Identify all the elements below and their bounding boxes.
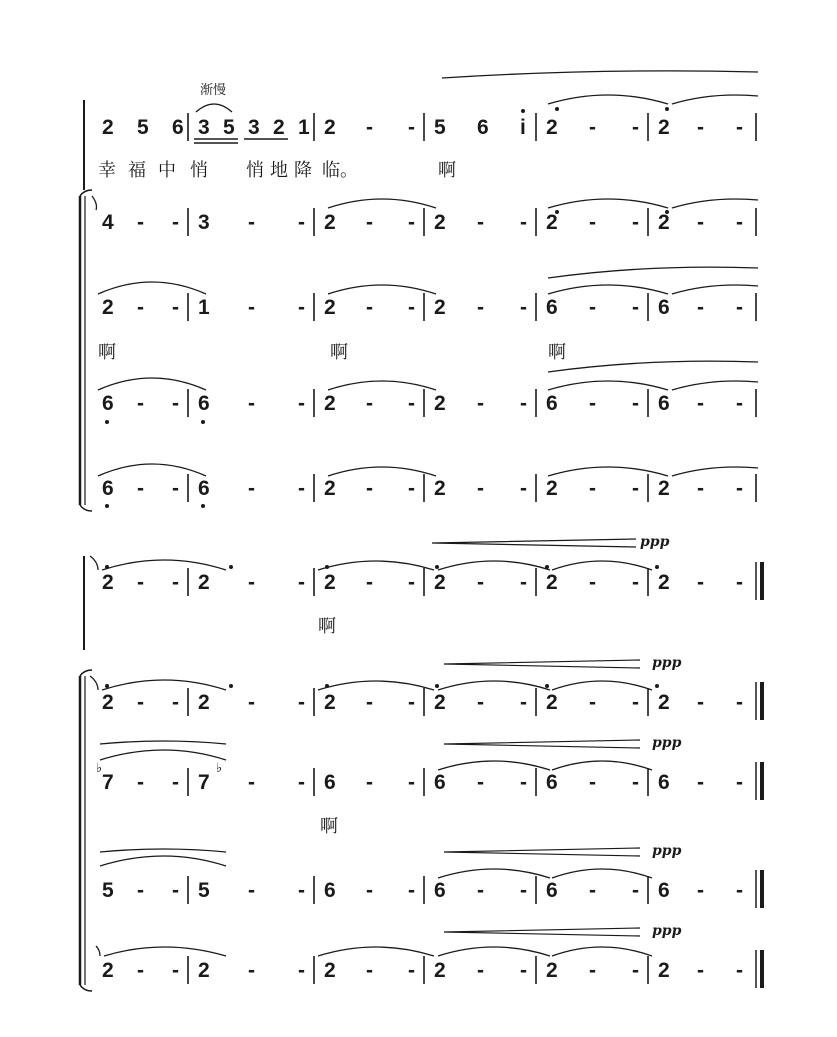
extension-dash: - <box>736 691 743 714</box>
note-digit: 2 <box>198 691 210 714</box>
extension-dash: - <box>632 116 639 139</box>
note-digit: 3 <box>248 116 260 139</box>
extension-dash: - <box>366 477 373 500</box>
extension-dash: - <box>172 571 179 594</box>
extension-dash: - <box>172 477 179 500</box>
note-digit: 2 <box>102 296 114 319</box>
note-digit: 2 <box>434 571 446 594</box>
extension-dash: - <box>248 296 255 319</box>
extension-dash: - <box>172 879 179 902</box>
note-digit: 2 <box>273 116 285 139</box>
extension-dash: - <box>736 879 743 902</box>
lyric-syllable: 啊 <box>320 816 338 837</box>
note-digit: 3 <box>198 211 210 234</box>
extension-dash: - <box>520 477 527 500</box>
extension-dash: - <box>697 879 704 902</box>
extension-dash: - <box>477 211 484 234</box>
note-digit: 2 <box>324 571 336 594</box>
note-digit: 1 <box>198 296 210 319</box>
extension-dash: - <box>736 211 743 234</box>
note-digit: 6 <box>546 392 558 415</box>
extension-dash: - <box>137 392 144 415</box>
extension-dash: - <box>298 959 305 982</box>
note-digit: 2 <box>102 691 114 714</box>
extension-dash: - <box>298 691 305 714</box>
extension-dash: - <box>477 477 484 500</box>
note-digit: 6 <box>324 879 336 902</box>
extension-dash: - <box>366 211 373 234</box>
note-row <box>102 688 743 716</box>
note-row <box>102 208 756 236</box>
dynamic-ppp-1: ppp <box>640 534 670 550</box>
note-digit: 2 <box>324 691 336 714</box>
lyric-syllable: 啊 <box>438 160 456 181</box>
extension-dash: - <box>697 296 704 319</box>
dynamic-ppp-2: ppp <box>652 655 682 671</box>
extension-dash: - <box>366 959 373 982</box>
extension-dash: - <box>477 392 484 415</box>
note-row <box>102 768 743 796</box>
note-digit: 6 <box>658 392 670 415</box>
note-row <box>102 474 756 502</box>
lyric-syllable: 地 <box>270 160 288 181</box>
note-digit: 6 <box>102 477 114 500</box>
note-digit: 6 <box>546 771 558 794</box>
note-digit: 5 <box>223 116 235 139</box>
lyric-syllable: 啊 <box>330 342 348 363</box>
note-digit: 6 <box>172 116 184 139</box>
lyric-syllable: 幸 <box>98 160 116 181</box>
octave-dots <box>105 107 669 688</box>
extension-dash: - <box>589 477 596 500</box>
extension-dash: - <box>408 116 415 139</box>
note-digit: 5 <box>137 116 149 139</box>
extension-dash: - <box>137 771 144 794</box>
extension-dash: - <box>298 771 305 794</box>
flat-sign-2: ♭ <box>216 761 223 776</box>
extension-dash: - <box>248 691 255 714</box>
note-row <box>102 389 756 417</box>
extension-dash: - <box>408 477 415 500</box>
extension-dash: - <box>632 296 639 319</box>
extension-dash: - <box>697 959 704 982</box>
extension-dash: - <box>736 571 743 594</box>
extension-dash: - <box>697 771 704 794</box>
final-barlines <box>756 562 762 988</box>
extension-dash: - <box>408 211 415 234</box>
extension-dash: - <box>477 879 484 902</box>
extension-dash: - <box>172 959 179 982</box>
note-digit: 6 <box>658 296 670 319</box>
note-row <box>102 876 743 904</box>
extension-dash: - <box>137 691 144 714</box>
lyric-syllable: 啊 <box>98 342 116 363</box>
note-digit: 2 <box>102 116 114 139</box>
extension-dash: - <box>632 571 639 594</box>
extension-dash: - <box>697 571 704 594</box>
extension-dash: - <box>632 879 639 902</box>
lyric-syllable: 降 <box>294 160 312 181</box>
extension-dash: - <box>366 571 373 594</box>
extension-dash: - <box>589 211 596 234</box>
lyric-syllable: 福 <box>128 160 146 181</box>
extension-dash: - <box>736 477 743 500</box>
extension-dash: - <box>632 691 639 714</box>
note-digit: 2 <box>658 116 670 139</box>
extension-dash: - <box>589 691 596 714</box>
note-digit: 2 <box>324 477 336 500</box>
extension-dash: - <box>736 771 743 794</box>
lyric-syllable: 悄 <box>246 160 264 181</box>
extension-dash: - <box>172 771 179 794</box>
system-2-brackets <box>80 556 92 991</box>
extension-dash: - <box>137 296 144 319</box>
note-digit: 7 <box>198 771 210 794</box>
extension-dash: - <box>408 771 415 794</box>
extension-dash: - <box>298 571 305 594</box>
note-digit: 5 <box>434 116 446 139</box>
note-digit: 6 <box>658 771 670 794</box>
note-digit: 2 <box>434 296 446 319</box>
extension-dash: - <box>520 392 527 415</box>
extension-dash: - <box>697 116 704 139</box>
extension-dash: - <box>477 691 484 714</box>
extension-dash: - <box>248 392 255 415</box>
note-digit: 2 <box>434 477 446 500</box>
note-digit: 6 <box>434 879 446 902</box>
extension-dash: - <box>520 691 527 714</box>
note-digit: 2 <box>546 571 558 594</box>
extension-dash: - <box>408 392 415 415</box>
extension-dash: - <box>298 211 305 234</box>
note-digit: 2 <box>658 211 670 234</box>
extension-dash: - <box>298 296 305 319</box>
note-row <box>102 293 756 321</box>
note-digit: 2 <box>198 571 210 594</box>
extension-dash: - <box>408 571 415 594</box>
note-row <box>102 568 743 596</box>
extension-dash: - <box>408 879 415 902</box>
note-digit: 2 <box>434 211 446 234</box>
extension-dash: - <box>172 296 179 319</box>
extension-dash: - <box>697 211 704 234</box>
extension-dash: - <box>137 211 144 234</box>
extension-dash: - <box>589 879 596 902</box>
note-digit: 6 <box>546 879 558 902</box>
note-digit: 2 <box>658 691 670 714</box>
extension-dash: - <box>137 477 144 500</box>
extension-dash: - <box>589 296 596 319</box>
extension-dash: - <box>589 116 596 139</box>
note-digit: 2 <box>102 959 114 982</box>
extension-dash: - <box>248 771 255 794</box>
note-digit: 2 <box>546 691 558 714</box>
note-row <box>102 113 756 141</box>
lyric-syllable: 悄 <box>190 160 208 181</box>
extension-dash: - <box>298 392 305 415</box>
extension-dash: - <box>477 771 484 794</box>
lyric-syllable: 啊 <box>548 342 566 363</box>
note-digit: 2 <box>434 392 446 415</box>
extension-dash: - <box>736 392 743 415</box>
note-digit: i <box>520 116 526 139</box>
beam-lines <box>194 139 288 143</box>
extension-dash: - <box>589 571 596 594</box>
extension-dash: - <box>632 392 639 415</box>
extension-dash: - <box>366 296 373 319</box>
extension-dash: - <box>477 296 484 319</box>
extension-dash: - <box>520 211 527 234</box>
tempo-marking: 渐慢 <box>200 83 227 98</box>
note-digit: 2 <box>434 691 446 714</box>
extension-dash: - <box>248 571 255 594</box>
note-digit: 5 <box>198 879 210 902</box>
note-digit: 5 <box>102 879 114 902</box>
extension-dash: - <box>697 392 704 415</box>
extension-dash: - <box>520 879 527 902</box>
note-digit: 2 <box>546 116 558 139</box>
note-digit: 1 <box>298 116 310 139</box>
extension-dash: - <box>477 571 484 594</box>
extension-dash: - <box>632 477 639 500</box>
extension-dash: - <box>298 879 305 902</box>
note-digit: 2 <box>434 959 446 982</box>
lyric-syllable: 中 <box>158 160 176 181</box>
extension-dash: - <box>520 571 527 594</box>
extension-dash: - <box>520 959 527 982</box>
extension-dash: - <box>736 116 743 139</box>
note-digit: 6 <box>434 771 446 794</box>
note-digit: 2 <box>324 116 336 139</box>
note-digit: 2 <box>324 392 336 415</box>
note-digit: 6 <box>546 296 558 319</box>
extension-dash: - <box>408 691 415 714</box>
extension-dash: - <box>248 959 255 982</box>
extension-dash: - <box>589 959 596 982</box>
extension-dash: - <box>366 691 373 714</box>
extension-dash: - <box>589 392 596 415</box>
note-digit: 2 <box>324 959 336 982</box>
extension-dash: - <box>248 879 255 902</box>
note-row <box>102 956 743 984</box>
extension-dash: - <box>248 211 255 234</box>
note-digit: 4 <box>102 211 114 234</box>
system-1-brackets <box>80 100 92 511</box>
extension-dash: - <box>736 959 743 982</box>
note-digit: 2 <box>546 959 558 982</box>
note-digit: 2 <box>546 477 558 500</box>
extension-dash: - <box>697 691 704 714</box>
extension-dash: - <box>520 771 527 794</box>
extension-dash: - <box>172 691 179 714</box>
extension-dash: - <box>366 879 373 902</box>
extension-dash: - <box>632 771 639 794</box>
extension-dash: - <box>248 477 255 500</box>
extension-dash: - <box>632 211 639 234</box>
extension-dash: - <box>137 571 144 594</box>
note-digit: 2 <box>658 477 670 500</box>
extension-dash: - <box>477 959 484 982</box>
note-digit: 2 <box>658 959 670 982</box>
extension-dash: - <box>172 211 179 234</box>
note-digit: 6 <box>477 116 489 139</box>
extension-dash: - <box>408 296 415 319</box>
dynamic-ppp-5: ppp <box>652 923 682 939</box>
dynamic-ppp-3: ppp <box>652 735 682 751</box>
note-digit: 7 <box>102 771 114 794</box>
note-digit: 2 <box>324 211 336 234</box>
extension-dash: - <box>298 477 305 500</box>
note-digit: 2 <box>546 211 558 234</box>
extension-dash: - <box>137 879 144 902</box>
extension-dash: - <box>366 116 373 139</box>
note-digit: 6 <box>658 879 670 902</box>
extension-dash: - <box>137 959 144 982</box>
extension-dash: - <box>589 771 596 794</box>
note-digit: 3 <box>198 116 210 139</box>
note-digit: 6 <box>324 771 336 794</box>
note-digit: 6 <box>198 392 210 415</box>
extension-dash: - <box>632 959 639 982</box>
flat-sign-1: ♭ <box>96 761 103 776</box>
extension-dash: - <box>366 771 373 794</box>
note-digit: 2 <box>198 959 210 982</box>
note-digit: 2 <box>102 571 114 594</box>
note-digit: 6 <box>102 392 114 415</box>
note-digit: 2 <box>324 296 336 319</box>
slurs <box>90 71 758 956</box>
lyric-syllable: 啊 <box>318 616 336 637</box>
extension-dash: - <box>408 959 415 982</box>
note-digit: 6 <box>198 477 210 500</box>
dynamic-ppp-4: ppp <box>652 843 682 859</box>
extension-dash: - <box>736 296 743 319</box>
extension-dash: - <box>172 392 179 415</box>
extension-dash: - <box>697 477 704 500</box>
lyric-syllable: 临。 <box>322 160 358 181</box>
extension-dash: - <box>366 392 373 415</box>
note-digit: 2 <box>658 571 670 594</box>
extension-dash: - <box>520 296 527 319</box>
